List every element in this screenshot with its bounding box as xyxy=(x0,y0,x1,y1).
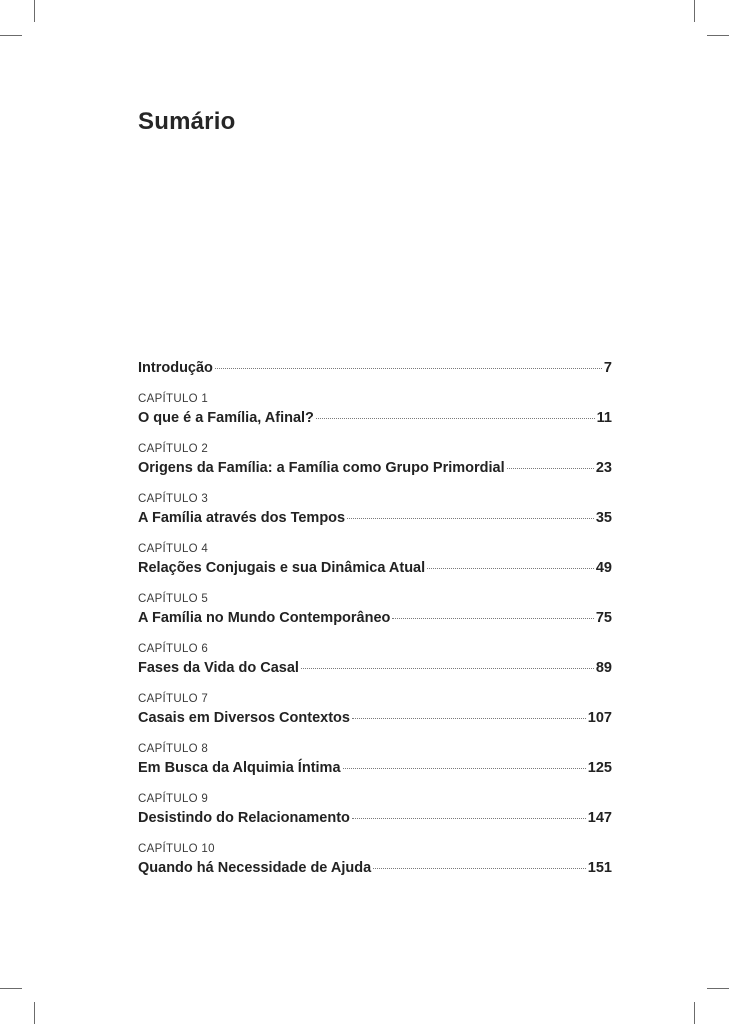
crop-mark-bottom-right-vertical xyxy=(694,1002,695,1024)
chapter-label: CAPÍTULO 6 xyxy=(138,643,209,655)
toc-page-number: 75 xyxy=(595,610,612,626)
chapter-label: CAPÍTULO 10 xyxy=(138,843,215,855)
toc-page-number: 35 xyxy=(595,510,612,526)
toc-entry-title: A Família no Mundo Contemporâneo xyxy=(138,610,391,626)
toc-entry-title: Em Busca da Alquimia Íntima xyxy=(138,760,341,776)
dot-leader xyxy=(301,668,594,669)
toc-page-number: 107 xyxy=(587,710,612,726)
toc-entry-title: Fases da Vida do Casal xyxy=(138,660,299,676)
toc-entry-chapter-2[interactable] xyxy=(138,442,612,477)
toc-entry-chapter-8[interactable] xyxy=(138,742,612,777)
crop-mark-top-left-vertical xyxy=(34,0,35,22)
dot-leader xyxy=(427,568,594,569)
chapter-label: CAPÍTULO 8 xyxy=(138,743,209,755)
toc-entry-title: Casais em Diversos Contextos xyxy=(138,710,350,726)
toc-entry-title: Quando há Necessidade de Ajuda xyxy=(138,860,372,876)
table-of-contents xyxy=(138,359,612,877)
toc-entry-introduction[interactable] xyxy=(138,359,612,377)
toc-entry-title: Desistindo do Relacionamento xyxy=(138,810,350,826)
toc-entry-title: Origens da Família: a Família como Grupo Primordial xyxy=(138,460,505,476)
crop-mark-top-left-horizontal xyxy=(0,35,22,36)
dot-leader xyxy=(352,818,586,819)
dot-leader xyxy=(316,418,595,419)
chapter-label: CAPÍTULO 2 xyxy=(138,443,209,455)
toc-line xyxy=(138,509,612,527)
chapter-label: CAPÍTULO 5 xyxy=(138,593,209,605)
toc-line xyxy=(138,809,612,827)
toc-line xyxy=(138,659,612,677)
toc-page-number: 7 xyxy=(603,360,612,376)
dot-leader xyxy=(507,468,594,469)
chapter-label: CAPÍTULO 1 xyxy=(138,393,209,405)
toc-entry-chapter-1[interactable] xyxy=(138,392,612,427)
crop-mark-top-right-horizontal xyxy=(707,35,729,36)
crop-mark-bottom-left-horizontal xyxy=(0,988,22,989)
dot-leader xyxy=(352,718,586,719)
chapter-label: CAPÍTULO 4 xyxy=(138,543,209,555)
toc-entry-title: Relações Conjugais e sua Dinâmica Atual xyxy=(138,560,426,576)
toc-line xyxy=(138,859,612,877)
toc-line xyxy=(138,409,612,427)
toc-page-number: 125 xyxy=(587,760,612,776)
toc-page-number: 147 xyxy=(587,810,612,826)
dot-leader xyxy=(343,768,586,769)
page-title: Sumário xyxy=(138,108,236,135)
toc-entry-chapter-9[interactable] xyxy=(138,792,612,827)
toc-entry-title: Introdução xyxy=(138,360,213,376)
toc-page-number: 11 xyxy=(596,410,612,426)
dot-leader xyxy=(347,518,594,519)
dot-leader xyxy=(373,868,586,869)
toc-entry-title: A Família através dos Tempos xyxy=(138,510,346,526)
toc-entry-chapter-3[interactable] xyxy=(138,492,612,527)
chapter-label: CAPÍTULO 3 xyxy=(138,493,209,505)
dot-leader xyxy=(392,618,593,619)
toc-entry-chapter-6[interactable] xyxy=(138,642,612,677)
toc-line xyxy=(138,459,612,477)
toc-line xyxy=(138,359,612,377)
chapter-label: CAPÍTULO 7 xyxy=(138,693,209,705)
chapter-label: CAPÍTULO 9 xyxy=(138,793,209,805)
crop-mark-bottom-left-vertical xyxy=(34,1002,35,1024)
crop-mark-bottom-right-horizontal xyxy=(707,988,729,989)
toc-entry-chapter-4[interactable] xyxy=(138,542,612,577)
toc-page-number: 49 xyxy=(595,560,612,576)
toc-line xyxy=(138,609,612,627)
toc-line xyxy=(138,709,612,727)
dot-leader xyxy=(215,368,602,369)
toc-entry-chapter-5[interactable] xyxy=(138,592,612,627)
toc-entry-title: O que é a Família, Afinal? xyxy=(138,410,314,426)
toc-entry-chapter-7[interactable] xyxy=(138,692,612,727)
toc-page-number: 89 xyxy=(595,660,612,676)
toc-entry-chapter-10[interactable] xyxy=(138,842,612,877)
toc-line xyxy=(138,559,612,577)
crop-mark-top-right-vertical xyxy=(694,0,695,22)
toc-line xyxy=(138,759,612,777)
toc-page-number: 23 xyxy=(595,460,612,476)
toc-page-number: 151 xyxy=(587,860,612,876)
